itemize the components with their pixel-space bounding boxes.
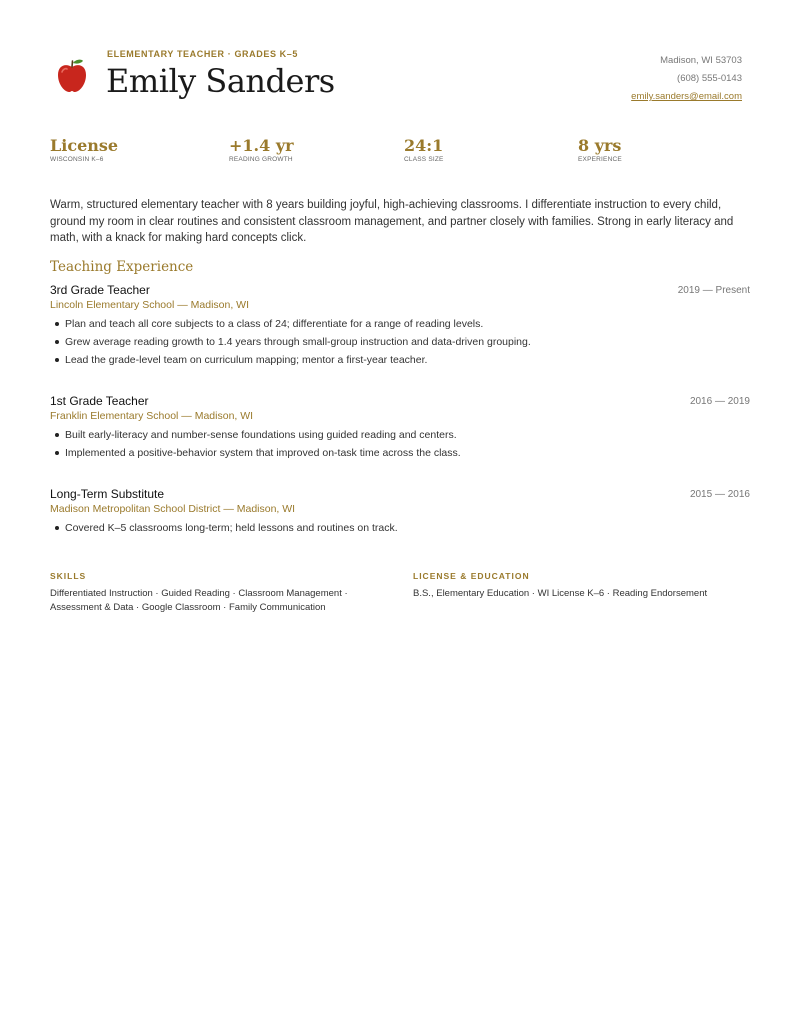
summary-paragraph: Warm, structured elementary teacher with 8 years building joyful, high-achieving classrooms. I differentiate instruction to every child, ground my room in clear routines and consistent classroom management, and partner closely with families. Strong in early literacy and math, with a knack for making hard concepts click.: [50, 199, 734, 244]
job-organization: Madison Metropolitan School District — Madison, WI: [50, 503, 296, 515]
skills-line: Differentiated Instruction · Guided Reading · Classroom Management ·: [50, 588, 348, 599]
stat-value: 8 yrs: [578, 136, 622, 155]
job-organization: Lincoln Elementary School — Madison, WI: [50, 299, 250, 311]
stat-value: License: [50, 136, 119, 155]
skills-heading: SKILLS: [50, 571, 87, 581]
education-heading: LICENSE & EDUCATION: [413, 571, 530, 581]
stat-value: 24:1: [404, 136, 444, 155]
phone-text: (608) 555-0143: [677, 73, 742, 84]
job-entry: [50, 487, 750, 537]
job-bullets: [50, 315, 750, 369]
stat-label: WISCONSIN K–6: [50, 156, 104, 163]
job-dates: 2015 — 2016: [689, 489, 750, 500]
job-entry: [50, 394, 750, 462]
stat-label: READING GROWTH: [229, 156, 293, 163]
stat-license: [50, 136, 118, 163]
skills-list: [50, 587, 390, 615]
skills-line: Assessment & Data · Google Classroom · Family Communication: [50, 602, 326, 613]
job-title: 3rd Grade Teacher: [50, 283, 150, 297]
job-bullet: Plan and teach all core subjects to a class of 24; differentiate for a range of reading levels.: [50, 315, 750, 333]
job-entry: [50, 283, 750, 369]
job-target-eyebrow: ELEMENTARY TEACHER · GRADES K–5: [107, 49, 298, 59]
job-bullets: [50, 426, 750, 462]
stat-class-size: [404, 136, 444, 163]
candidate-name: Emily Sanders: [106, 62, 335, 100]
stat-experience: [578, 136, 622, 163]
job-bullets: [50, 519, 750, 537]
location-text: Madison, WI 53703: [660, 55, 742, 66]
email-link[interactable]: emily.sanders@email.com: [631, 91, 742, 102]
education-text: B.S., Elementary Education · WI License K–6 · Reading Endorsement: [413, 588, 708, 599]
job-bullet: Grew average reading growth to 1.4 years through small-group instruction and data-driven grouping.: [50, 333, 750, 351]
job-bullet: Implemented a positive-behavior system that improved on-task time across the class.: [50, 444, 750, 462]
job-title: Long-Term Substitute: [50, 487, 165, 501]
stat-label: EXPERIENCE: [578, 156, 622, 163]
job-organization: Franklin Elementary School — Madison, WI: [50, 410, 254, 422]
job-dates: 2016 — 2019: [689, 396, 750, 407]
job-title: 1st Grade Teacher: [50, 394, 149, 408]
apple-icon: [56, 58, 88, 94]
job-bullet: Covered K–5 classrooms long-term; held lessons and routines on track.: [50, 519, 750, 537]
job-bullet: Lead the grade-level team on curriculum mapping; mentor a first-year teacher.: [50, 351, 750, 369]
stat-value: +1.4 yr: [229, 136, 294, 155]
job-dates: 2019 — Present: [677, 285, 750, 296]
job-bullet: Built early-literacy and number-sense foundations using guided reading and centers.: [50, 426, 750, 444]
experience-heading: Teaching Experience: [50, 259, 194, 275]
stat-reading-growth: [229, 136, 294, 163]
contact-block: [631, 52, 742, 106]
stat-label: CLASS SIZE: [404, 156, 444, 163]
